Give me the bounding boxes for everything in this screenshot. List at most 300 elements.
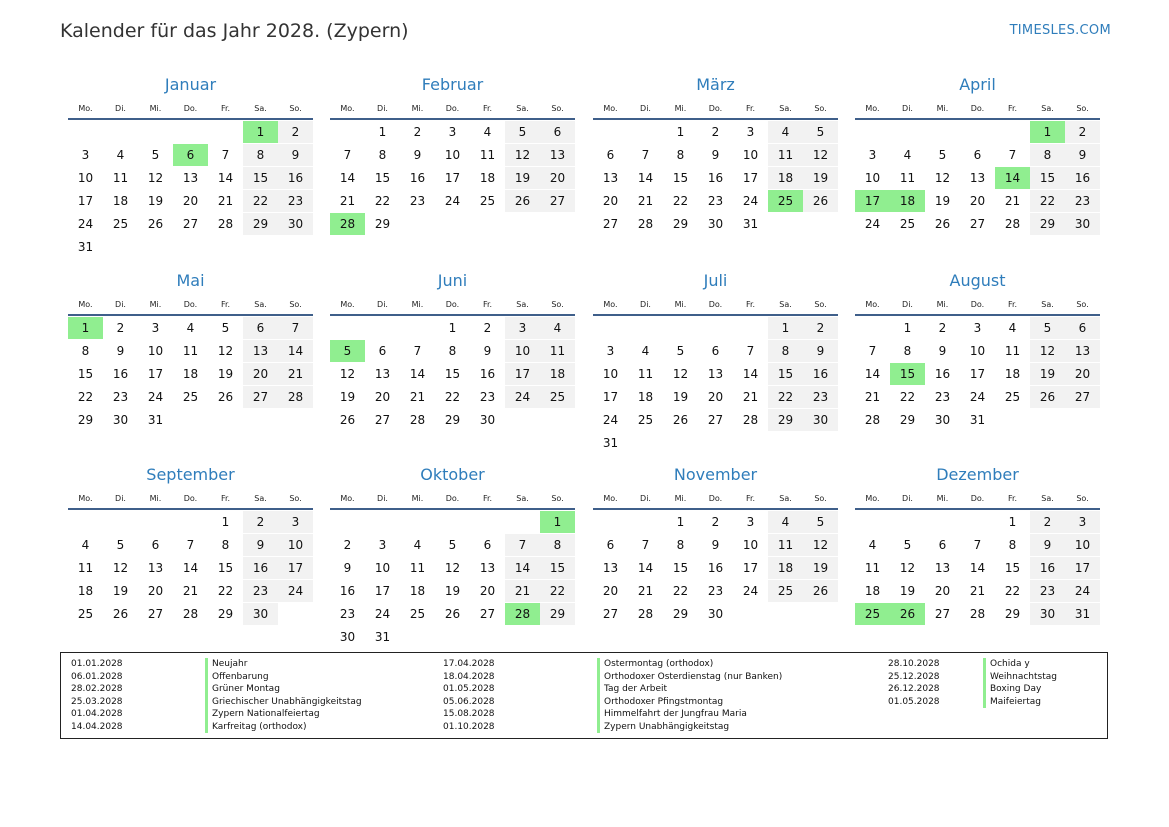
day-cell[interactable]: 16 <box>707 561 724 575</box>
day-cell[interactable]: 8 <box>1030 144 1065 166</box>
day-cell[interactable]: 20 <box>374 390 391 404</box>
day-cell[interactable]: 30 <box>934 413 951 427</box>
day-cell[interactable]: 2 <box>711 125 720 139</box>
day-cell[interactable]: 1 <box>903 321 912 335</box>
day-cell[interactable]: 9 <box>278 144 313 166</box>
day-cell[interactable]: 4 <box>81 538 90 552</box>
day-cell[interactable]: 14 <box>505 557 540 579</box>
day-cell[interactable]: 5 <box>803 511 838 533</box>
day-cell[interactable]: 18 <box>768 557 803 579</box>
day-cell[interactable]: 26 <box>444 607 461 621</box>
day-cell[interactable]: 10 <box>278 534 313 556</box>
day-cell[interactable]: 30 <box>339 630 356 644</box>
day-cell[interactable]: 5 <box>1030 317 1065 339</box>
day-cell[interactable]: 18 <box>864 584 881 598</box>
day-cell[interactable]: 2 <box>1065 121 1100 143</box>
day-cell[interactable]: 7 <box>505 534 540 556</box>
day-cell[interactable]: 16 <box>409 171 426 185</box>
day-cell[interactable]: 16 <box>803 363 838 385</box>
day-cell[interactable]: 2 <box>243 511 278 533</box>
day-cell[interactable]: 19 <box>339 390 356 404</box>
day-cell[interactable]: 20 <box>479 584 496 598</box>
day-cell[interactable]: 29 <box>540 603 575 625</box>
day-cell[interactable]: 10 <box>147 344 164 358</box>
day-cell[interactable]: 25 <box>112 217 129 231</box>
day-cell[interactable]: 12 <box>672 367 689 381</box>
day-cell[interactable]: 2 <box>938 321 947 335</box>
day-cell[interactable]: 2 <box>483 321 492 335</box>
day-cell[interactable]: 30 <box>1030 603 1065 625</box>
day-cell[interactable]: 6 <box>540 121 575 143</box>
day-cell[interactable]: 7 <box>413 344 422 358</box>
day-cell[interactable]: 16 <box>243 557 278 579</box>
day-cell[interactable]: 14 <box>637 561 654 575</box>
day-cell[interactable]: 8 <box>676 538 685 552</box>
day-cell[interactable]: 22 <box>899 390 916 404</box>
day-cell[interactable]: 26 <box>505 190 540 212</box>
day-cell[interactable]: 28 <box>1004 217 1021 231</box>
day-cell[interactable]: 26 <box>112 607 129 621</box>
day-cell[interactable]: 5 <box>903 538 912 552</box>
day-cell[interactable]: 11 <box>864 561 881 575</box>
day-cell[interactable]: 29 <box>768 409 803 431</box>
day-cell[interactable]: 29 <box>1030 213 1065 235</box>
day-cell[interactable]: 14 <box>969 561 986 575</box>
day-cell[interactable]: 24 <box>602 413 619 427</box>
day-cell[interactable]: 7 <box>1008 148 1017 162</box>
day-cell[interactable]: 29 <box>217 607 234 621</box>
day-cell[interactable]: 22 <box>672 584 689 598</box>
day-cell[interactable]: 9 <box>803 340 838 362</box>
day-cell[interactable]: 15 <box>672 561 689 575</box>
day-cell[interactable]: 23 <box>1030 580 1065 602</box>
day-cell[interactable]: 19 <box>899 584 916 598</box>
day-cell[interactable]: 18 <box>182 367 199 381</box>
day-cell[interactable]: 27 <box>147 607 164 621</box>
day-cell[interactable]: 4 <box>116 148 125 162</box>
day-cell[interactable]: 3 <box>448 125 457 139</box>
day-cell[interactable]: 13 <box>969 171 986 185</box>
day-cell[interactable]: 19 <box>672 390 689 404</box>
day-cell[interactable]: 14 <box>339 171 356 185</box>
day-cell[interactable]: 24 <box>278 580 313 602</box>
day-cell[interactable]: 8 <box>676 148 685 162</box>
day-cell[interactable]: 20 <box>934 584 951 598</box>
day-cell[interactable]: 27 <box>1065 386 1100 408</box>
day-cell[interactable]: 29 <box>77 413 94 427</box>
day-cell[interactable]: 24 <box>742 584 759 598</box>
day-cell[interactable]: 7 <box>641 538 650 552</box>
day-cell[interactable]: 29 <box>899 413 916 427</box>
day-cell[interactable]: 25 <box>768 580 803 602</box>
day-cell[interactable]: 1 <box>448 321 457 335</box>
day-cell[interactable]: 12 <box>803 534 838 556</box>
day-cell[interactable]: 10 <box>742 148 759 162</box>
day-cell[interactable]: 18 <box>77 584 94 598</box>
day-cell[interactable]: 4 <box>413 538 422 552</box>
day-cell[interactable]: 12 <box>217 344 234 358</box>
day-cell[interactable]: 16 <box>934 367 951 381</box>
day-cell[interactable]: 25 <box>855 603 890 625</box>
day-cell[interactable]: 23 <box>479 390 496 404</box>
day-cell[interactable]: 10 <box>77 171 94 185</box>
day-cell[interactable]: 11 <box>182 344 199 358</box>
day-cell[interactable]: 28 <box>969 607 986 621</box>
day-cell[interactable]: 10 <box>969 344 986 358</box>
day-cell[interactable]: 9 <box>938 344 947 358</box>
day-cell[interactable]: 9 <box>711 538 720 552</box>
day-cell[interactable]: 27 <box>707 413 724 427</box>
day-cell[interactable]: 3 <box>505 317 540 339</box>
day-cell[interactable]: 26 <box>803 580 838 602</box>
day-cell[interactable]: 24 <box>374 607 391 621</box>
day-cell[interactable]: 19 <box>1030 363 1065 385</box>
day-cell[interactable]: 4 <box>186 321 195 335</box>
day-cell[interactable]: 9 <box>413 148 422 162</box>
day-cell[interactable]: 11 <box>768 534 803 556</box>
day-cell[interactable]: 14 <box>742 367 759 381</box>
day-cell[interactable]: 21 <box>217 194 234 208</box>
day-cell[interactable]: 16 <box>278 167 313 189</box>
day-cell[interactable]: 6 <box>606 538 615 552</box>
day-cell[interactable]: 8 <box>903 344 912 358</box>
day-cell[interactable]: 6 <box>483 538 492 552</box>
day-cell[interactable]: 14 <box>217 171 234 185</box>
day-cell[interactable]: 31 <box>147 413 164 427</box>
day-cell[interactable]: 22 <box>374 194 391 208</box>
day-cell[interactable]: 12 <box>505 144 540 166</box>
day-cell[interactable]: 15 <box>1004 561 1021 575</box>
day-cell[interactable]: 7 <box>746 344 755 358</box>
day-cell[interactable]: 9 <box>1065 144 1100 166</box>
day-cell[interactable]: 7 <box>973 538 982 552</box>
day-cell[interactable]: 3 <box>746 515 755 529</box>
day-cell[interactable]: 10 <box>374 561 391 575</box>
day-cell[interactable]: 2 <box>711 515 720 529</box>
day-cell[interactable]: 19 <box>217 367 234 381</box>
day-cell[interactable]: 21 <box>637 194 654 208</box>
day-cell[interactable]: 18 <box>768 167 803 189</box>
brand-logo-text[interactable]: TIMESLES.COM <box>1009 23 1111 38</box>
day-cell[interactable]: 27 <box>602 217 619 231</box>
day-cell[interactable]: 3 <box>1065 511 1100 533</box>
day-cell[interactable]: 12 <box>1030 340 1065 362</box>
day-cell[interactable]: 23 <box>803 386 838 408</box>
day-cell[interactable]: 6 <box>173 144 208 166</box>
day-cell[interactable]: 1 <box>221 515 230 529</box>
day-cell[interactable]: 18 <box>637 390 654 404</box>
day-cell[interactable]: 4 <box>540 317 575 339</box>
day-cell[interactable]: 20 <box>1065 363 1100 385</box>
day-cell[interactable]: 14 <box>995 167 1030 189</box>
day-cell[interactable]: 31 <box>1065 603 1100 625</box>
day-cell[interactable]: 25 <box>409 607 426 621</box>
day-cell[interactable]: 28 <box>637 607 654 621</box>
day-cell[interactable]: 17 <box>444 171 461 185</box>
day-cell[interactable]: 8 <box>768 340 803 362</box>
day-cell[interactable]: 7 <box>278 317 313 339</box>
day-cell[interactable]: 20 <box>147 584 164 598</box>
day-cell[interactable]: 7 <box>641 148 650 162</box>
day-cell[interactable]: 23 <box>409 194 426 208</box>
day-cell[interactable]: 21 <box>505 580 540 602</box>
day-cell[interactable]: 25 <box>182 390 199 404</box>
day-cell[interactable]: 3 <box>746 125 755 139</box>
day-cell[interactable]: 29 <box>672 217 689 231</box>
day-cell[interactable]: 24 <box>864 217 881 231</box>
day-cell[interactable]: 1 <box>243 121 278 143</box>
day-cell[interactable]: 11 <box>479 148 496 162</box>
day-cell[interactable]: 27 <box>969 217 986 231</box>
day-cell[interactable]: 1 <box>768 317 803 339</box>
day-cell[interactable]: 5 <box>151 148 160 162</box>
day-cell[interactable]: 8 <box>378 148 387 162</box>
day-cell[interactable]: 20 <box>602 194 619 208</box>
day-cell[interactable]: 2 <box>413 125 422 139</box>
day-cell[interactable]: 24 <box>742 194 759 208</box>
day-cell[interactable]: 13 <box>479 561 496 575</box>
day-cell[interactable]: 15 <box>77 367 94 381</box>
day-cell[interactable]: 29 <box>243 213 278 235</box>
day-cell[interactable]: 16 <box>339 584 356 598</box>
day-cell[interactable]: 5 <box>116 538 125 552</box>
day-cell[interactable]: 21 <box>969 584 986 598</box>
day-cell[interactable]: 20 <box>707 390 724 404</box>
day-cell[interactable]: 19 <box>444 584 461 598</box>
day-cell[interactable]: 23 <box>707 194 724 208</box>
day-cell[interactable]: 4 <box>868 538 877 552</box>
day-cell[interactable]: 28 <box>637 217 654 231</box>
day-cell[interactable]: 1 <box>676 125 685 139</box>
day-cell[interactable]: 17 <box>602 390 619 404</box>
day-cell[interactable]: 13 <box>374 367 391 381</box>
day-cell[interactable]: 14 <box>409 367 426 381</box>
day-cell[interactable]: 31 <box>742 217 759 231</box>
day-cell[interactable]: 22 <box>1030 190 1065 212</box>
day-cell[interactable]: 26 <box>1030 386 1065 408</box>
day-cell[interactable]: 2 <box>1030 511 1065 533</box>
day-cell[interactable]: 22 <box>768 386 803 408</box>
day-cell[interactable]: 19 <box>803 557 838 579</box>
day-cell[interactable]: 17 <box>1065 557 1100 579</box>
day-cell[interactable]: 10 <box>505 340 540 362</box>
day-cell[interactable]: 27 <box>479 607 496 621</box>
day-cell[interactable]: 25 <box>77 607 94 621</box>
day-cell[interactable]: 30 <box>707 607 724 621</box>
day-cell[interactable]: 29 <box>444 413 461 427</box>
day-cell[interactable]: 2 <box>343 538 352 552</box>
day-cell[interactable]: 9 <box>243 534 278 556</box>
day-cell[interactable]: 4 <box>1008 321 1017 335</box>
day-cell[interactable]: 12 <box>339 367 356 381</box>
day-cell[interactable]: 6 <box>378 344 387 358</box>
day-cell[interactable]: 23 <box>707 584 724 598</box>
day-cell[interactable]: 15 <box>444 367 461 381</box>
day-cell[interactable]: 27 <box>934 607 951 621</box>
day-cell[interactable]: 31 <box>969 413 986 427</box>
day-cell[interactable]: 18 <box>112 194 129 208</box>
day-cell[interactable]: 10 <box>742 538 759 552</box>
day-cell[interactable]: 8 <box>448 344 457 358</box>
day-cell[interactable]: 26 <box>803 190 838 212</box>
day-cell[interactable]: 17 <box>742 171 759 185</box>
day-cell[interactable]: 6 <box>938 538 947 552</box>
day-cell[interactable]: 30 <box>707 217 724 231</box>
day-cell[interactable]: 24 <box>444 194 461 208</box>
day-cell[interactable]: 1 <box>1030 121 1065 143</box>
day-cell[interactable]: 22 <box>243 190 278 212</box>
day-cell[interactable]: 5 <box>938 148 947 162</box>
day-cell[interactable]: 21 <box>864 390 881 404</box>
day-cell[interactable]: 6 <box>606 148 615 162</box>
day-cell[interactable]: 27 <box>243 386 278 408</box>
day-cell[interactable]: 26 <box>672 413 689 427</box>
day-cell[interactable]: 15 <box>540 557 575 579</box>
day-cell[interactable]: 3 <box>606 344 615 358</box>
day-cell[interactable]: 30 <box>112 413 129 427</box>
day-cell[interactable]: 12 <box>147 171 164 185</box>
day-cell[interactable]: 28 <box>182 607 199 621</box>
day-cell[interactable]: 25 <box>1004 390 1021 404</box>
day-cell[interactable]: 23 <box>934 390 951 404</box>
day-cell[interactable]: 5 <box>330 340 365 362</box>
day-cell[interactable]: 3 <box>973 321 982 335</box>
day-cell[interactable]: 15 <box>890 363 925 385</box>
day-cell[interactable]: 13 <box>934 561 951 575</box>
day-cell[interactable]: 8 <box>243 144 278 166</box>
day-cell[interactable]: 25 <box>637 413 654 427</box>
day-cell[interactable]: 29 <box>374 217 391 231</box>
day-cell[interactable]: 2 <box>803 317 838 339</box>
day-cell[interactable]: 29 <box>1004 607 1021 621</box>
day-cell[interactable]: 23 <box>1065 190 1100 212</box>
day-cell[interactable]: 17 <box>374 584 391 598</box>
day-cell[interactable]: 24 <box>1065 580 1100 602</box>
day-cell[interactable]: 13 <box>540 144 575 166</box>
day-cell[interactable]: 14 <box>278 340 313 362</box>
day-cell[interactable]: 25 <box>899 217 916 231</box>
day-cell[interactable]: 16 <box>479 367 496 381</box>
day-cell[interactable]: 1 <box>1008 515 1017 529</box>
day-cell[interactable]: 30 <box>243 603 278 625</box>
day-cell[interactable]: 17 <box>77 194 94 208</box>
day-cell[interactable]: 19 <box>934 194 951 208</box>
day-cell[interactable]: 3 <box>378 538 387 552</box>
day-cell[interactable]: 15 <box>1030 167 1065 189</box>
day-cell[interactable]: 13 <box>1065 340 1100 362</box>
day-cell[interactable]: 5 <box>803 121 838 143</box>
day-cell[interactable]: 31 <box>602 436 619 450</box>
day-cell[interactable]: 21 <box>278 363 313 385</box>
day-cell[interactable]: 28 <box>742 413 759 427</box>
day-cell[interactable]: 27 <box>182 217 199 231</box>
day-cell[interactable]: 18 <box>479 171 496 185</box>
day-cell[interactable]: 14 <box>182 561 199 575</box>
day-cell[interactable]: 17 <box>742 561 759 575</box>
day-cell[interactable]: 18 <box>540 363 575 385</box>
day-cell[interactable]: 24 <box>505 386 540 408</box>
day-cell[interactable]: 22 <box>444 390 461 404</box>
day-cell[interactable]: 11 <box>899 171 916 185</box>
day-cell[interactable]: 21 <box>637 584 654 598</box>
day-cell[interactable]: 30 <box>803 409 838 431</box>
day-cell[interactable]: 10 <box>1065 534 1100 556</box>
day-cell[interactable]: 23 <box>112 390 129 404</box>
day-cell[interactable]: 30 <box>278 213 313 235</box>
day-cell[interactable]: 16 <box>707 171 724 185</box>
day-cell[interactable]: 26 <box>934 217 951 231</box>
day-cell[interactable]: 31 <box>77 240 94 254</box>
day-cell[interactable]: 7 <box>186 538 195 552</box>
day-cell[interactable]: 7 <box>221 148 230 162</box>
day-cell[interactable]: 12 <box>899 561 916 575</box>
day-cell[interactable]: 5 <box>505 121 540 143</box>
day-cell[interactable]: 6 <box>243 317 278 339</box>
day-cell[interactable]: 9 <box>711 148 720 162</box>
day-cell[interactable]: 18 <box>890 190 925 212</box>
day-cell[interactable]: 26 <box>339 413 356 427</box>
day-cell[interactable]: 4 <box>768 511 803 533</box>
day-cell[interactable]: 3 <box>151 321 160 335</box>
day-cell[interactable]: 12 <box>803 144 838 166</box>
day-cell[interactable]: 16 <box>112 367 129 381</box>
day-cell[interactable]: 8 <box>221 538 230 552</box>
day-cell[interactable]: 23 <box>278 190 313 212</box>
day-cell[interactable]: 6 <box>973 148 982 162</box>
day-cell[interactable]: 20 <box>969 194 986 208</box>
day-cell[interactable]: 25 <box>540 386 575 408</box>
day-cell[interactable]: 27 <box>602 607 619 621</box>
day-cell[interactable]: 9 <box>343 561 352 575</box>
day-cell[interactable]: 9 <box>483 344 492 358</box>
day-cell[interactable]: 28 <box>505 603 540 625</box>
day-cell[interactable]: 15 <box>374 171 391 185</box>
day-cell[interactable]: 21 <box>742 390 759 404</box>
day-cell[interactable]: 24 <box>147 390 164 404</box>
day-cell[interactable]: 2 <box>278 121 313 143</box>
day-cell[interactable]: 14 <box>864 367 881 381</box>
day-cell[interactable]: 16 <box>1065 167 1100 189</box>
day-cell[interactable]: 26 <box>147 217 164 231</box>
day-cell[interactable]: 28 <box>330 213 365 235</box>
day-cell[interactable]: 12 <box>934 171 951 185</box>
day-cell[interactable]: 24 <box>969 390 986 404</box>
day-cell[interactable]: 5 <box>221 321 230 335</box>
day-cell[interactable]: 13 <box>602 561 619 575</box>
day-cell[interactable]: 15 <box>672 171 689 185</box>
day-cell[interactable]: 7 <box>343 148 352 162</box>
day-cell[interactable]: 20 <box>540 167 575 189</box>
day-cell[interactable]: 11 <box>77 561 94 575</box>
day-cell[interactable]: 28 <box>864 413 881 427</box>
day-cell[interactable]: 19 <box>803 167 838 189</box>
day-cell[interactable]: 13 <box>243 340 278 362</box>
day-cell[interactable]: 21 <box>182 584 199 598</box>
day-cell[interactable]: 11 <box>409 561 426 575</box>
day-cell[interactable]: 1 <box>378 125 387 139</box>
day-cell[interactable]: 13 <box>147 561 164 575</box>
day-cell[interactable]: 28 <box>278 386 313 408</box>
day-cell[interactable]: 17 <box>969 367 986 381</box>
day-cell[interactable]: 27 <box>374 413 391 427</box>
day-cell[interactable]: 28 <box>217 217 234 231</box>
day-cell[interactable]: 6 <box>711 344 720 358</box>
day-cell[interactable]: 8 <box>81 344 90 358</box>
day-cell[interactable]: 28 <box>409 413 426 427</box>
day-cell[interactable]: 1 <box>676 515 685 529</box>
day-cell[interactable]: 1 <box>540 511 575 533</box>
day-cell[interactable]: 12 <box>112 561 129 575</box>
